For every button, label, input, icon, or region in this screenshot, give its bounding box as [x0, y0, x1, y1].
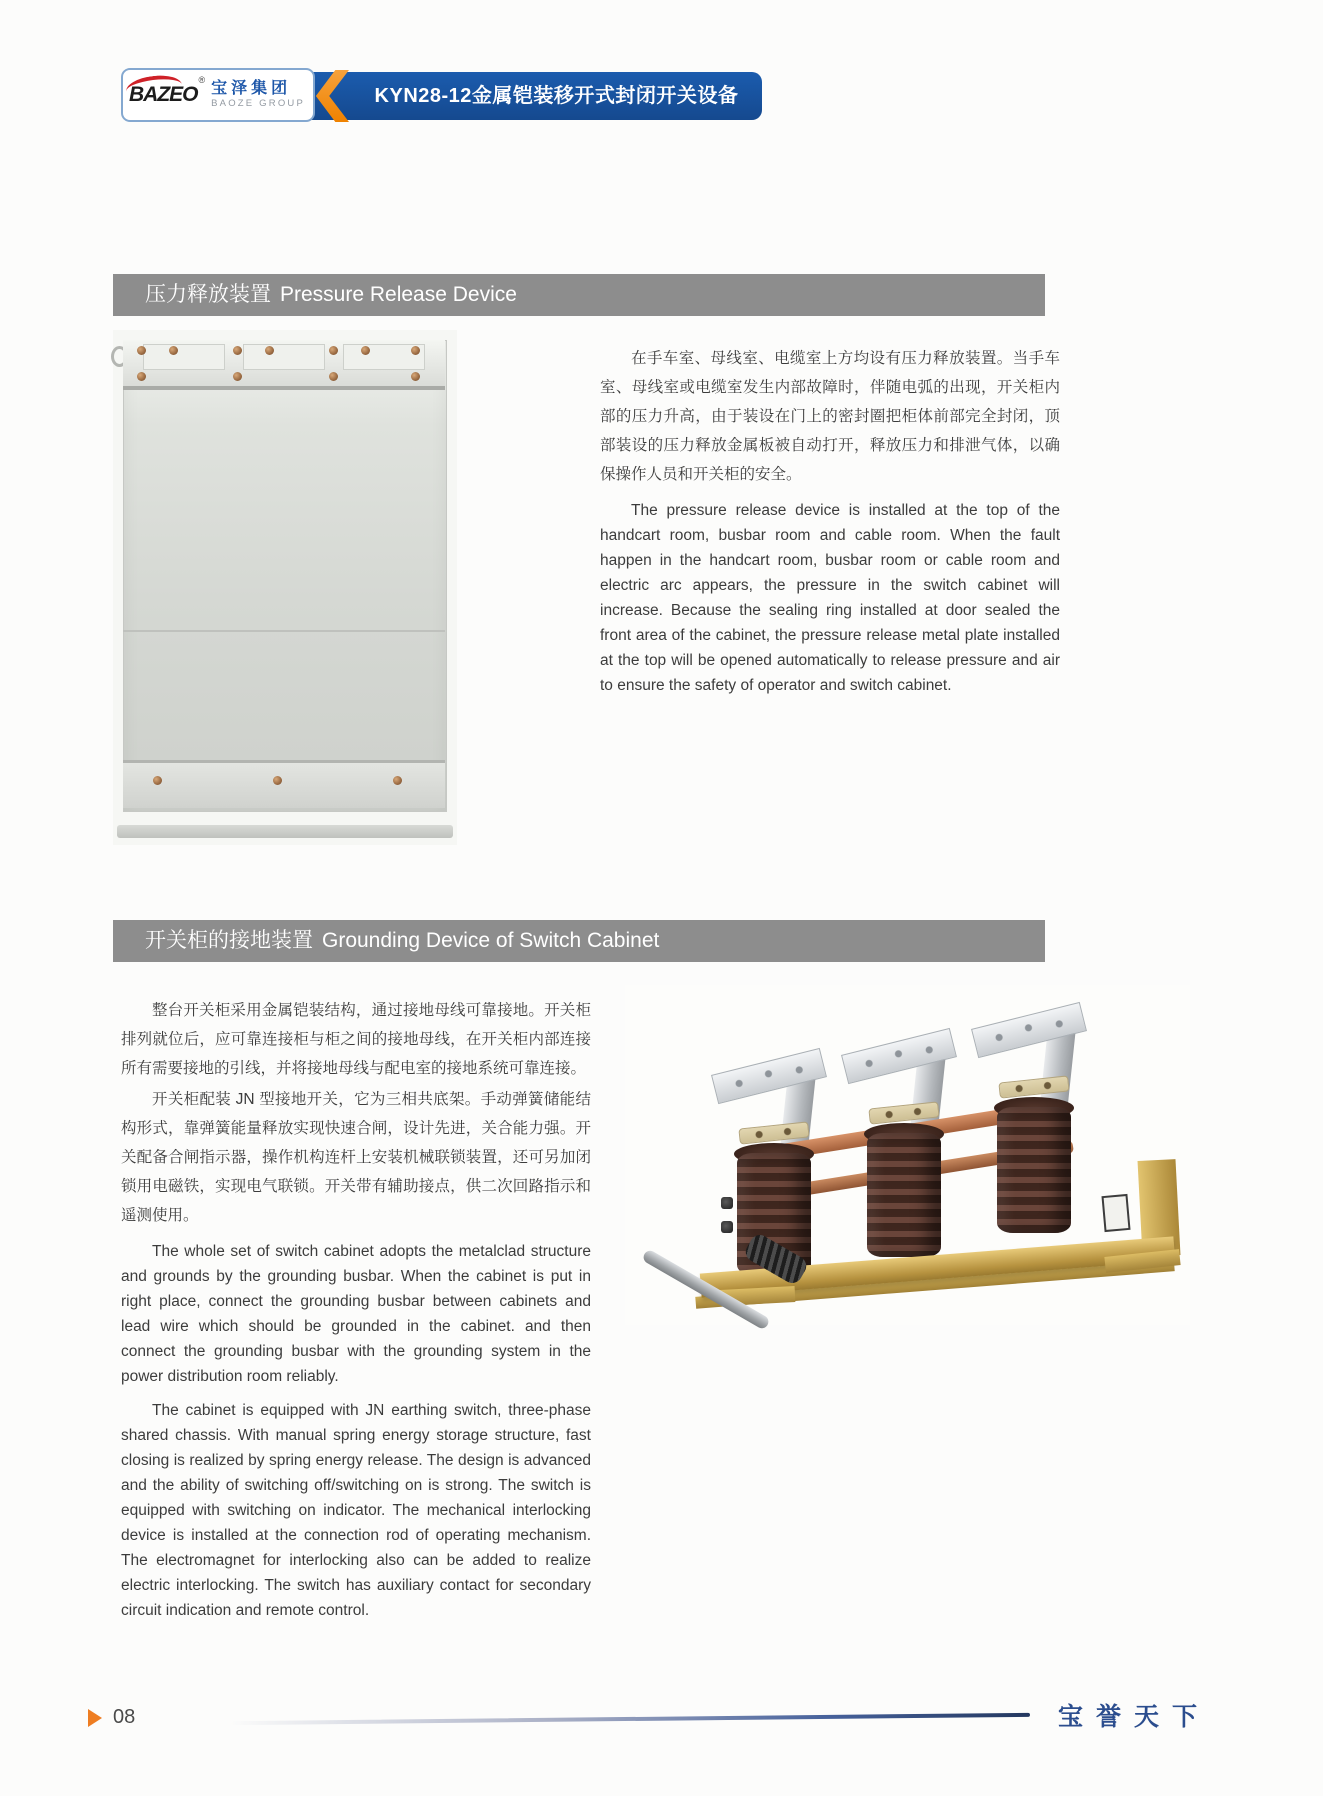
section1-title-en: Pressure Release Device: [280, 283, 517, 306]
company-names: [211, 80, 305, 109]
section2-title-banner: [113, 920, 1045, 962]
screw: [411, 372, 420, 381]
section1-text-column: [600, 344, 1060, 700]
plate-bottom-strip: [117, 825, 453, 838]
screw: [329, 346, 338, 355]
hex-bolt: [721, 1197, 733, 1209]
brand-name: BAZEO: [129, 83, 198, 106]
registered-trademark-icon: ®: [198, 75, 206, 85]
footer-slogan: 宝誉天下: [1058, 1704, 1211, 1731]
section2-en-paragraph-2: The cabinet is equipped with JN earthing switch, three-phase shared chassis. With manual spring energy storage structure, fast closing is realized by spring energy release. The design is advanced and the ability of switching off/switching on is strong. The switch is equipped with switching on indicator. The mechanical interlocking device is installed at the connection rod of operating mechanism. The electromagnet for interlocking also can be added to realize electric interlocking. The switch has auxiliary contact for secondary circuit indication and remote control.: [121, 1402, 591, 1619]
screw: [233, 372, 242, 381]
screw: [233, 346, 242, 355]
page-number: 08: [113, 1706, 136, 1728]
hex-bolt: [721, 1221, 733, 1233]
screw: [393, 776, 402, 785]
section1-title-banner: [113, 274, 1045, 316]
section2-cn-paragraph-2: 开关柜配装 JN 型接地开关，它为三相共底架。手动弹簧储能结构形式，靠弹簧能量释放实现快速合闸，设计先进，关合能力强。开关配备合闸指示器，操作机构连杆上安装机械联锁装置，还可另加闭锁用电磁铁，实现电气联锁。开关带有辅助接点，供二次回路指示和遥测使用。: [121, 1091, 591, 1224]
section1-cn-paragraph: 在手车室、母线室、电缆室上方均设有压力释放装置。当手车室、母线室或电缆室发生内部故障时，伴随电弧的出现，开关柜内部的压力升高，由于装设在门上的密封圈把柜体前部完全封闭，顶部装设的压力释放金属板被自动打开，释放压力和排泄气体，以确保操作人员和开关柜的安全。: [600, 350, 1060, 483]
screw: [169, 346, 178, 355]
phase-insulator: [867, 1133, 941, 1257]
hinge-plate: [143, 344, 225, 370]
screw: [137, 372, 146, 381]
footer-divider-line: [230, 1713, 1030, 1725]
section2-cn-paragraph-1: 整台开关柜采用金属铠装结构，通过接地母线可靠接地。开关柜排列就位后，应可靠连接柜与柜之间的接地母线，在开关柜内部连接所有需要接地的引线，并将接地母线与配电室的接地系统可靠连接。: [121, 1002, 591, 1077]
page-header: [125, 72, 762, 120]
company-name-en: BAOZE GROUP: [211, 98, 306, 110]
page-marker-icon: [88, 1709, 102, 1727]
hinge-plate: [243, 344, 325, 370]
screw: [411, 346, 420, 355]
section2-title-cn: 开关柜的接地装置: [145, 929, 313, 952]
section2-en-paragraph-1: The whole set of switch cabinet adopts the metalclad structure and grounds by the grounding busbar. When the cabinet is put in right place, connect the grounding busbar between cabinets and lead wire which should be grounded in the cabinet. and then connect the grounding busbar with the grounding system in the power distribution room reliably.: [121, 1243, 591, 1385]
screw: [153, 776, 162, 785]
section1-title-cn: 压力释放装置: [145, 283, 271, 306]
screw: [329, 372, 338, 381]
brand-logo: [129, 75, 206, 107]
plate-seam: [123, 630, 445, 632]
product-title: KYN28-12金属铠装移开式封闭开关设备: [374, 85, 739, 107]
section2-text-column: [121, 996, 591, 1625]
metal-plate: [123, 340, 447, 812]
company-logo: [121, 68, 315, 122]
earthing-switch-photo: [625, 985, 1190, 1325]
phase-insulator: [997, 1107, 1071, 1233]
pressure-release-plate-photo: [113, 330, 457, 845]
screw: [137, 346, 146, 355]
screw: [273, 776, 282, 785]
section2-title-en: Grounding Device of Switch Cabinet: [322, 929, 660, 952]
nameplate-label: [1101, 1194, 1130, 1232]
section1-en-paragraph: The pressure release device is installed at the top of the handcart room, busbar room and cable room. When the fault happen in the handcart room, busbar room or cable room and electric arc appears, the pressure in the switch cabinet will increase. Because the sealing ring installed at door sealed the front area of the cabinet, the pressure release metal plate installed at the top will be opened automatically to release pressure and air to ensure the safety of operator and switch cabinet.: [600, 502, 1060, 694]
screw: [265, 346, 274, 355]
company-name-cn: 宝泽集团: [211, 80, 292, 98]
screw: [361, 346, 370, 355]
